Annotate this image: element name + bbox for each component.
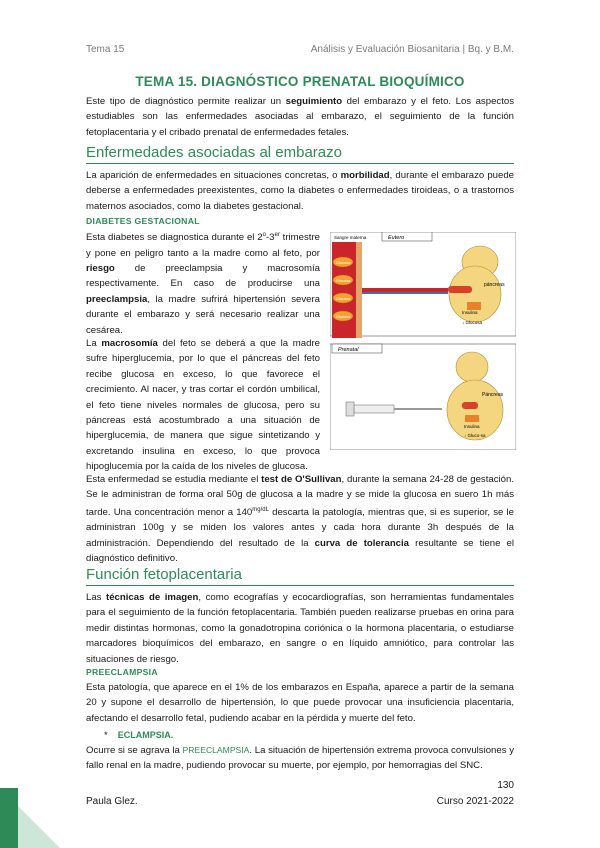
insulina-label-bottom: Insulina <box>464 424 480 429</box>
syringe <box>354 405 394 413</box>
header-course: Análisis y Evaluación Biosanitaria | Bq. y B.M. <box>310 44 514 55</box>
eutero-label: Eutero <box>388 235 405 241</box>
footer-course: Curso 2021-2022 <box>436 796 514 807</box>
pancreas-label-bottom: Páncreas <box>482 392 504 398</box>
glucosa-label-2: Glucosa <box>335 278 351 283</box>
insulina-label-top: Insulina <box>462 310 478 315</box>
intro-paragraph: Este tipo de diagnóstico permite realizar un seguimiento del embarazo y el feto. Los aspectos estudiables son las enfermedades asociadas al embarazo, el seguimiento de la función fetoplacentaria y el cribado prenatal de enfermedades fetales. <box>86 96 514 138</box>
footer-author: Paula Glez. <box>86 796 138 807</box>
pancreas-label-top: páncreas <box>484 282 505 288</box>
glucosa-low-label-top: ↓ Glucosa <box>462 320 483 325</box>
subheading-diabetes-gestacional: DIABETES GESTACIONAL <box>86 216 200 226</box>
fetal-pancreas-bottom <box>462 402 478 409</box>
corner-bar <box>0 788 18 848</box>
prenatal-label: Prenatal <box>338 347 359 353</box>
section-heading-enfermedades: Enfermedades asociadas al embarazo <box>86 144 514 164</box>
diabetes-paragraph: Esta diabetes se diagnostica durante el 2$^o$-3er trimestre y pone en peligro tanto a la madre como al feto, por riesgo de preeclampsia y macrosomía respectivamente. En caso de producirse una preeclampsia, la madre sufrirá hipertensión severa durante el embarazo y será necesario realizar una cesárea. <box>86 232 320 336</box>
fetal-pancreas-top <box>448 286 472 293</box>
maternal-vessel <box>332 242 360 338</box>
page-number: 130 <box>497 780 514 791</box>
eclampsia-paragraph: Ocurre si se agrava la PREECLAMPSIA. La situación de hipertensión extrema provoca convulsiones y fallo renal en la madre, pudiendo provocar su muerte, por ejemplo, por hemorragias del SNC. <box>86 745 514 772</box>
subheading-preeclampsia: PREECLAMPSIA <box>86 667 158 677</box>
macrosomia-paragraph: La macrosomía del feto se deberá a que la madre sufre hiperglucemia, por lo que el páncreas del feto recibe glucosa en exceso, lo que favorece el crecimiento. Al nacer, y tras cortar el cordón umbilical, el feto tiene niveles normales de glucosa, pero su páncreas está acostumbrado a una situación de hiperglucemia, de manera que sigue sintetizando y excretando insulina en exceso, lo que provoca hipoglucemia por la caída de los niveles de glucosa. <box>86 338 320 473</box>
sangre-materna-label: Sangre materna <box>334 235 367 240</box>
bullet-star-icon: * <box>104 730 108 741</box>
eclampsia-bullet: * ECLAMPSIA. <box>104 730 174 741</box>
preeclampsia-paragraph: Esta patología, que aparece en el 1% de los embarazos en España, aparece a partir de la semana 20 y supone el desarrollo de hipertensión, lo que puede provocar una insuficiencia placentaria, afectando el desarrollo fetal, pudiendo acabar en la pérdida y muerte del feto. <box>86 682 514 724</box>
osullivan-paragraph: Esta enfermedad se estudia mediante el test de O'Sullivan, durante la semana 24-28 de gestación. Se le administran de forma oral 50g de glucosa a la madre y se mide la glucosa en suero 1h más tarde. Una concentración menor a $140^{mg/dL}$ descarta la patología, mientras que, si es superior, se le administran 100g y se miden los valores antes y cada hora durante 3h después de la administración. Dependiendo del resultado de la curva de tolerancia resultante se tiene el diagnóstico definitivo. <box>86 474 514 565</box>
tecnicas-paragraph: Las técnicas de imagen, como ecografías y ecocardiografías, son herramientas fundamentales para el seguimiento de la función fetoplacentaria. También pueden realizarse pruebas en orina para medir distintas hormonas, como la gonadotropina coriónica o la hormona placentaria, o estudiarse marcadores bioquímicos del embarazo, en sangre o en líquido amniótico, para controlar las situaciones de riesgo. <box>86 592 514 665</box>
morbilidad-paragraph: La aparición de enfermedades en situaciones concretas, o morbilidad, durante el embarazo puede deberse a enfermedades preexistentes, como la diabetes o enfermedades tiroideas, o a trastornos maternos asociados, como la diabetes gestacional. <box>86 170 515 212</box>
glucosa-label-4: Glucosa <box>335 314 351 319</box>
header-topic: Tema 15 <box>86 44 125 55</box>
fetus-head-bottom <box>456 352 488 382</box>
page-title: TEMA 15. DIAGNÓSTICO PRENATAL BIOQUÍMICO <box>135 74 465 89</box>
glucosa-label-3: Glucosa <box>335 296 351 301</box>
fetus-body-bottom <box>447 380 503 440</box>
fetal-glucose-figure <box>330 232 516 450</box>
section-heading-funcion: Función fetoplacentaria <box>86 566 514 586</box>
glucosa-low-label-bottom: ↓ Gluco-sa <box>464 433 486 438</box>
glucosa-label-1: Glucosa <box>335 260 351 265</box>
